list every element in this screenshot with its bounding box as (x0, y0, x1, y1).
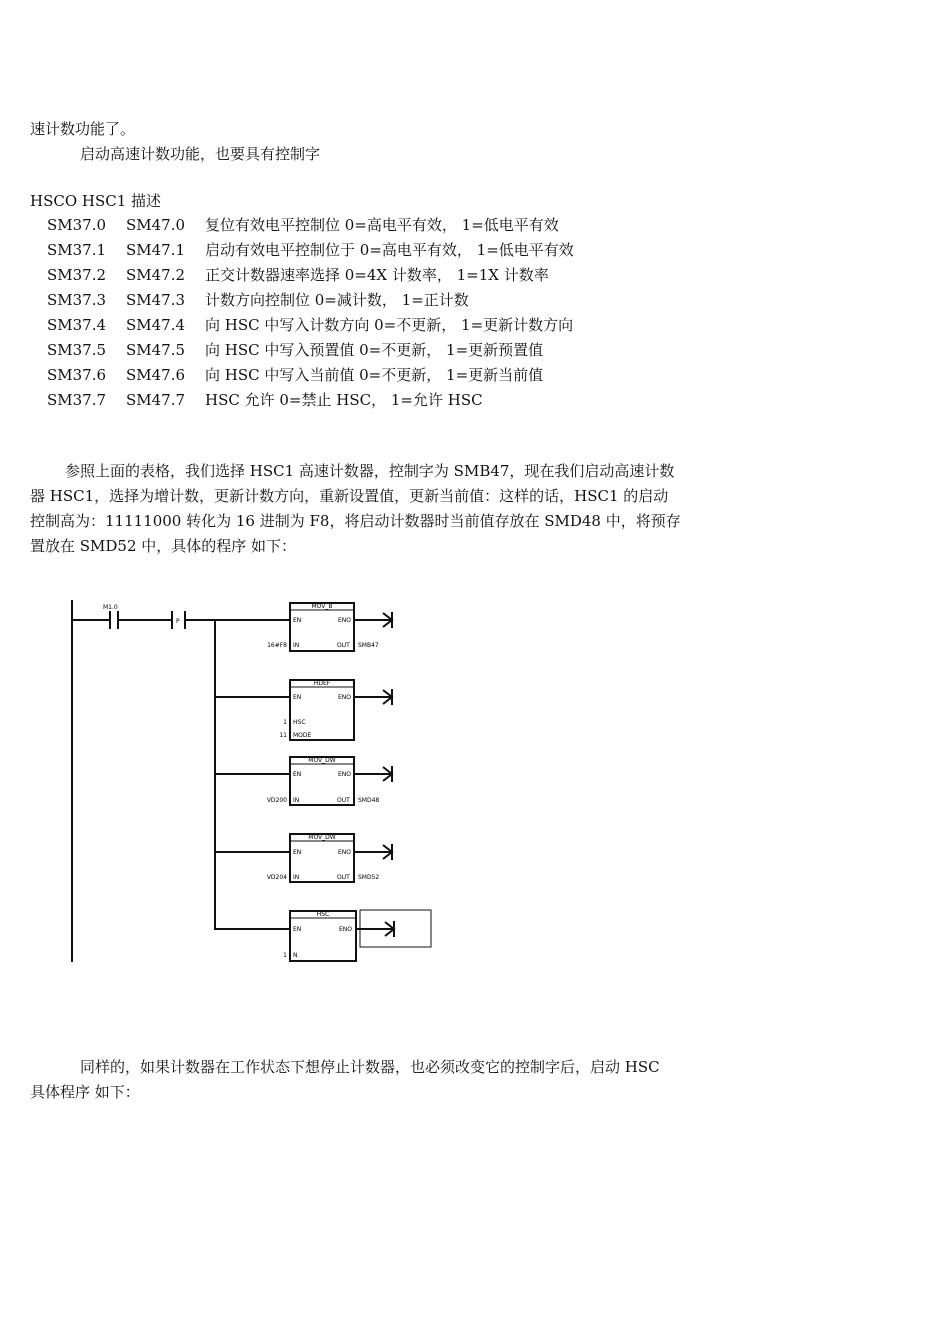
hsc-pin: HSC (293, 719, 306, 726)
table-header: HSCO HSC1 描述 (30, 192, 162, 210)
hsc0-bit: SM37.4 (47, 316, 107, 334)
hsc-operand: 1 (283, 719, 287, 726)
bit-description: 向 HSC 中写入计数方向 0=不更新， 1=更新计数方向 (205, 316, 574, 334)
hsc1-bit: SM47.4 (126, 316, 186, 334)
in-operand: VD200 (266, 797, 287, 804)
hsc1-bit: SM47.6 (126, 366, 186, 384)
out-operand: SMB47 (358, 642, 379, 649)
n-operand: 1 (283, 952, 287, 959)
en-pin: EN (293, 694, 302, 701)
hsc1-bit: SM47.3 (126, 291, 186, 309)
hsc1-bit: SM47.2 (126, 266, 186, 284)
paragraph-hsc1-line3: 控制高为：11111000 转化为 16 进制为 F8，将启动计数器时当前值存放在 SMD48 中，将预存 (30, 512, 681, 530)
out-operand: SMD52 (358, 874, 380, 881)
paragraph-stop-line1: 同样的，如果计数器在工作状态下想停止计数器，也必须改变它的控制字后，启动 HSC (80, 1058, 660, 1076)
eno-pin: ENO (339, 926, 353, 933)
hsc0-bit: SM37.5 (47, 341, 107, 359)
mode-operand: 11 (279, 732, 287, 739)
eno-pin: ENO (338, 617, 352, 624)
hsc0-bit: SM37.0 (47, 216, 107, 234)
block-title: MOV_DW (308, 757, 336, 764)
en-pin: EN (293, 617, 302, 624)
hsc0-bit: SM37.2 (47, 266, 107, 284)
hsc0-bit: SM37.1 (47, 241, 107, 259)
in-pin: IN (293, 797, 300, 804)
hsc1-bit: SM47.0 (126, 216, 186, 234)
bit-description: 启动有效电平控制位于 0=高电平有效， 1=低电平有效 (205, 241, 574, 259)
paragraph-stop-line2: 具体程序 如下： (30, 1083, 140, 1101)
hsc1-bit: SM47.7 (126, 391, 186, 409)
paragraph-hsc1-line1: 参照上面的表格，我们选择 HSC1 高速计数器，控制字为 SMB47，现在我们启动高速计数 (65, 462, 675, 480)
block-title: HDEF (313, 680, 331, 687)
paragraph-continuation: 速计数功能了。 (30, 120, 136, 138)
block-title: MOV_B (311, 603, 333, 610)
mov-dw-block-1 (267, 757, 392, 805)
bit-description: 向 HSC 中写入当前值 0=不更新， 1=更新当前值 (205, 366, 544, 384)
mov-dw-block-2 (267, 834, 392, 882)
eno-pin: ENO (338, 771, 352, 778)
eno-pin: ENO (338, 694, 352, 701)
in-operand: 16#F8 (267, 642, 287, 649)
out-pin: OUT (337, 874, 350, 881)
bit-description: 正交计数器速率选择 0=4X 计数率， 1=1X 计数率 (205, 266, 549, 284)
out-pin: OUT (337, 797, 350, 804)
in-pin: IN (293, 874, 300, 881)
block-title: MOV_DW (308, 834, 336, 841)
contact-m10-label: M1.0 (103, 604, 118, 611)
en-pin: EN (293, 771, 302, 778)
hsc0-bit: SM37.7 (47, 391, 107, 409)
bit-description: 向 HSC 中写入预置值 0=不更新， 1=更新预置值 (205, 341, 544, 359)
hdef-block (279, 680, 392, 740)
hsc-block (283, 910, 431, 961)
hsc1-bit: SM47.5 (126, 341, 186, 359)
en-pin: EN (293, 849, 302, 856)
hsc0-bit: SM37.6 (47, 366, 107, 384)
paragraph-hsc1-line4: 置放在 SMD52 中，具体的程序 如下： (30, 537, 297, 555)
paragraph-hsc1-line2: 器 HSC1，选择为增计数，更新计数方向，重新设置值，更新当前值：这样的话，HSC1 的启动 (30, 487, 669, 505)
bit-description: 复位有效电平控制位 0=高电平有效， 1=低电平有效 (205, 216, 559, 234)
n-pin: N (293, 952, 298, 959)
in-operand: VD204 (266, 874, 287, 881)
mode-pin: MODE (293, 732, 312, 739)
paragraph-control-word-intro: 启动高速计数功能，也要具有控制字 (80, 145, 321, 163)
contact-p-label: P (176, 618, 180, 625)
bit-description: HSC 允许 0=禁止 HSC， 1=允许 HSC (205, 391, 483, 409)
en-pin: EN (293, 926, 302, 933)
hsc1-bit: SM47.1 (126, 241, 186, 259)
bit-description: 计数方向控制位 0=减计数， 1=正计数 (205, 291, 469, 309)
block-title: HSC (316, 911, 330, 918)
mov-b-block (267, 603, 392, 651)
out-pin: OUT (337, 642, 350, 649)
ladder-diagram (0, 590, 480, 980)
in-pin: IN (293, 642, 300, 649)
hsc0-bit: SM37.3 (47, 291, 107, 309)
out-operand: SMD48 (358, 797, 380, 804)
eno-pin: ENO (338, 849, 352, 856)
